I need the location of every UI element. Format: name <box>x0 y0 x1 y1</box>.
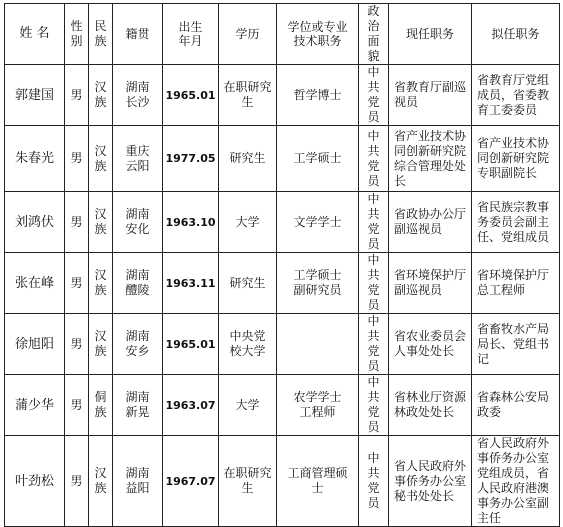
cell-ethnicity: 汉族 <box>89 436 113 527</box>
cell-education: 研究生 <box>219 253 277 314</box>
header-ethnicity: 民族 <box>89 4 113 65</box>
header-birth: 出生年月 <box>163 4 219 65</box>
cell-education: 中央党校大学 <box>219 314 277 375</box>
table-row <box>5 192 560 253</box>
cell-name: 张在峰 <box>5 253 65 314</box>
cell-origin: 湖南安化 <box>113 192 163 253</box>
cell-birth: 1977.05 <box>163 126 219 192</box>
cell-degree: 工学硕士副研究员 <box>277 253 359 314</box>
cell-education: 研究生 <box>219 126 277 192</box>
cell-proposed: 省畜牧水产局局长、党组书记 <box>472 314 560 375</box>
cell-party: 中共党员 <box>359 192 389 253</box>
cell-degree: 工学硕士 <box>277 126 359 192</box>
cell-party: 中共党员 <box>359 65 389 126</box>
cell-current: 省产业技术协同创新研究院综合管理处处长 <box>389 126 472 192</box>
cell-origin: 湖南益阳 <box>113 436 163 527</box>
cell-proposed: 省产业技术协同创新研究院专职副院长 <box>472 126 560 192</box>
cell-name: 蒲少华 <box>5 375 65 436</box>
header-origin: 籍贯 <box>113 4 163 65</box>
table-row <box>5 253 560 314</box>
cell-education: 大学 <box>219 192 277 253</box>
cell-party: 中共党员 <box>359 253 389 314</box>
cell-gender: 男 <box>65 253 89 314</box>
cell-degree: 工商管理硕士 <box>277 436 359 527</box>
cell-name: 朱春光 <box>5 126 65 192</box>
table-row <box>5 436 560 527</box>
appointment-table <box>4 3 560 527</box>
cell-party: 中共党员 <box>359 314 389 375</box>
cell-party: 中共党员 <box>359 126 389 192</box>
appointment-table-container <box>4 3 560 527</box>
cell-proposed: 省环境保护厅总工程师 <box>472 253 560 314</box>
cell-birth: 1965.01 <box>163 314 219 375</box>
cell-origin: 湖南安乡 <box>113 314 163 375</box>
cell-party: 中共党员 <box>359 436 389 527</box>
cell-gender: 男 <box>65 65 89 126</box>
cell-origin: 湖南新晃 <box>113 375 163 436</box>
header-education: 学历 <box>219 4 277 65</box>
cell-name: 刘鸿伏 <box>5 192 65 253</box>
table-row <box>5 126 560 192</box>
cell-gender: 男 <box>65 375 89 436</box>
header-gender: 性别 <box>65 4 89 65</box>
cell-gender: 男 <box>65 314 89 375</box>
cell-current: 省林业厅资源林政处处长 <box>389 375 472 436</box>
cell-ethnicity: 汉族 <box>89 126 113 192</box>
cell-birth: 1963.11 <box>163 253 219 314</box>
cell-proposed: 省民族宗教事务委员会副主任、党组成员 <box>472 192 560 253</box>
header-party: 政治面貌 <box>359 4 389 65</box>
table-row <box>5 65 560 126</box>
cell-party: 中共党员 <box>359 375 389 436</box>
cell-degree: 哲学博士 <box>277 65 359 126</box>
cell-degree <box>277 314 359 375</box>
cell-birth: 1963.10 <box>163 192 219 253</box>
cell-origin: 重庆云阳 <box>113 126 163 192</box>
cell-degree: 文学学士 <box>277 192 359 253</box>
cell-proposed: 省教育厅党组成员，省委教育工委委员 <box>472 65 560 126</box>
cell-name: 叶劲松 <box>5 436 65 527</box>
cell-education: 在职研究生 <box>219 436 277 527</box>
cell-current: 省政协办公厅副巡视员 <box>389 192 472 253</box>
header-degree: 学位或专业技术职务 <box>277 4 359 65</box>
cell-proposed: 省人民政府外事侨务办公室党组成员，省人民政府港澳事务办公室副主任 <box>472 436 560 527</box>
cell-birth: 1963.07 <box>163 375 219 436</box>
cell-name: 郭建国 <box>5 65 65 126</box>
cell-ethnicity: 汉族 <box>89 314 113 375</box>
cell-gender: 男 <box>65 126 89 192</box>
cell-ethnicity: 侗族 <box>89 375 113 436</box>
cell-gender: 男 <box>65 192 89 253</box>
cell-current: 省农业委员会人事处处长 <box>389 314 472 375</box>
cell-gender: 男 <box>65 436 89 527</box>
cell-birth: 1965.01 <box>163 65 219 126</box>
cell-origin: 湖南长沙 <box>113 65 163 126</box>
cell-education: 在职研究生 <box>219 65 277 126</box>
cell-ethnicity: 汉族 <box>89 65 113 126</box>
cell-education: 大学 <box>219 375 277 436</box>
cell-ethnicity: 汉族 <box>89 192 113 253</box>
cell-origin: 湖南醴陵 <box>113 253 163 314</box>
cell-ethnicity: 汉族 <box>89 253 113 314</box>
cell-current: 省教育厅副巡视员 <box>389 65 472 126</box>
header-row <box>5 4 560 65</box>
table-row <box>5 314 560 375</box>
header-proposed: 拟任职务 <box>472 4 560 65</box>
cell-birth: 1967.07 <box>163 436 219 527</box>
header-name: 姓 名 <box>5 4 65 65</box>
cell-degree: 农学学士工程师 <box>277 375 359 436</box>
cell-current: 省人民政府外事侨务办公室秘书处处长 <box>389 436 472 527</box>
cell-proposed: 省森林公安局政委 <box>472 375 560 436</box>
cell-current: 省环境保护厅副巡视员 <box>389 253 472 314</box>
cell-name: 徐旭阳 <box>5 314 65 375</box>
table-row <box>5 375 560 436</box>
header-current: 现任职务 <box>389 4 472 65</box>
